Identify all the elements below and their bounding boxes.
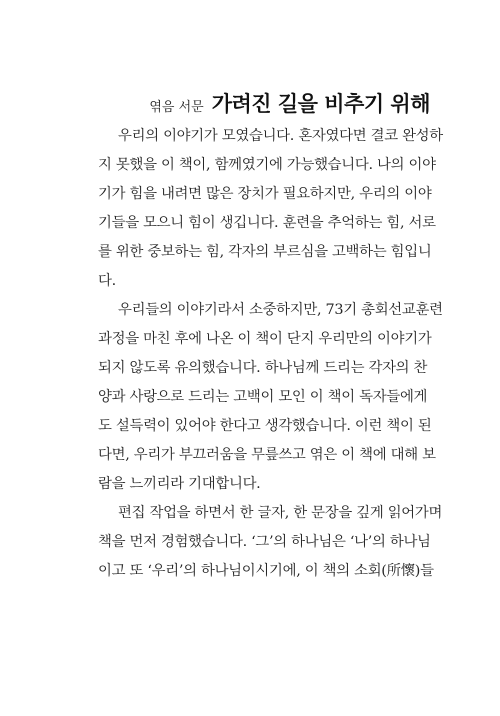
text-line: 편집 작업을 하면서 한 글자, 한 문장을 깊게 읽어가며 <box>118 505 443 521</box>
text-line: 기가 힘을 내려면 많은 장치가 필요하지만, 우리의 이야 <box>98 186 432 202</box>
text-line: 람을 느끼리라 기대합니다. <box>98 476 261 492</box>
section-title: 가려진 길을 비추기 위해 <box>211 92 430 116</box>
text-line: 이고 또 ‘우리’의 하나님이시기에, 이 책의 소회(所懷)들 <box>98 563 434 579</box>
text-line: 과정을 마친 후에 나온 이 책이 단지 우리만의 이야기가 <box>98 331 432 347</box>
text-line: 기들을 모으니 힘이 생깁니다. 훈련을 추억하는 힘, 서로 <box>98 215 436 231</box>
section-label: 엮음 서문 <box>149 100 204 115</box>
text-line: 되지 않도록 유의했습니다. 하나님께 드리는 각자의 찬 <box>98 360 428 376</box>
text-line: 지 못했을 이 책이, 함께였기에 가능했습니다. 나의 이야 <box>98 157 436 173</box>
text-line: 우리들의 이야기라서 소중하지만, 73기 총회선교훈련 <box>118 302 443 318</box>
text-line: 우리의 이야기가 모였습니다. 혼자였다면 결코 완성하 <box>118 128 443 144</box>
paragraph-2 <box>98 296 443 499</box>
paragraph-1 <box>98 122 443 296</box>
body-text <box>98 122 443 586</box>
text-line: 를 위한 중보하는 힘, 각자의 부르심을 고백하는 힘입니 <box>98 244 432 260</box>
section-heading <box>149 88 430 118</box>
text-line: 다면, 우리가 부끄러움을 무릎쓰고 엮은 이 책에 대해 보 <box>98 447 436 463</box>
text-line: 책을 먼저 경험했습니다. ‘그’의 하나님은 ‘나’의 하나님 <box>98 534 431 550</box>
text-line: 다. <box>98 273 116 289</box>
text-line: 도 설득력이 있어야 한다고 생각했습니다. 이런 책이 된 <box>98 418 432 434</box>
text-line: 양과 사랑으로 드리는 고백이 모인 이 책이 독자들에게 <box>98 389 428 405</box>
paragraph-3 <box>98 499 443 586</box>
